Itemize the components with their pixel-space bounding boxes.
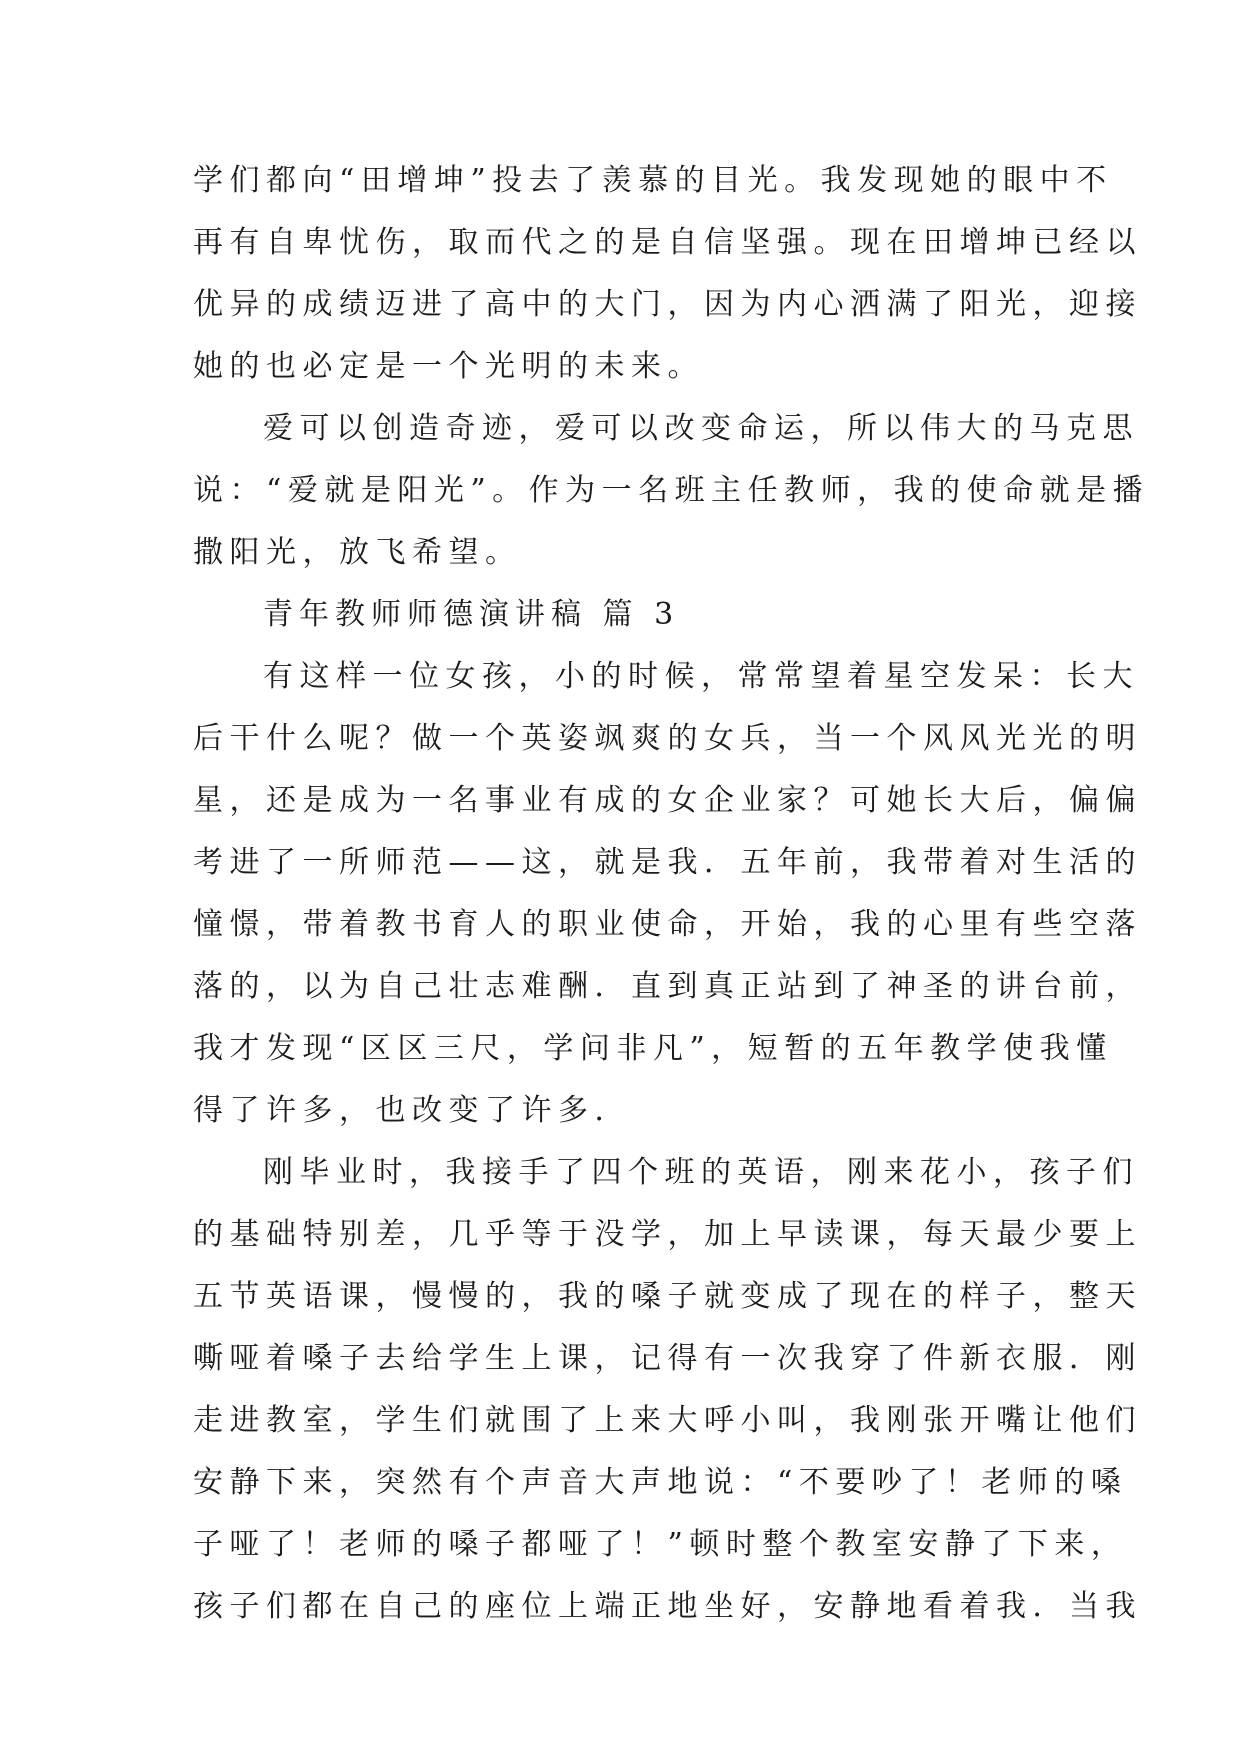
text-line: 学们都向“田增坤”投去了羡慕的目光。我发现她的眼中不: [193, 163, 1113, 198]
paragraph-first-line: 爱可以创造奇迹，爱可以改变命运，所以伟大的马克思: [263, 411, 1139, 446]
text-line: 安静下来，突然有个声音大声地说：“不要吵了！老师的嗓: [193, 1465, 1128, 1500]
text-line: 撒阳光，放飞希望。: [193, 535, 522, 570]
section-heading: 青年教师师德演讲稿 篇 3: [263, 597, 680, 632]
text-line: 考进了一所师范——这，就是我．五年前，我带着对生活的: [193, 845, 1142, 880]
text-line: 后干什么呢？做一个英姿飒爽的女兵，当一个风风光光的明: [193, 721, 1142, 756]
text-line: 再有自卑忧伤，取而代之的是自信坚强。现在田增坤已经以: [193, 225, 1142, 260]
text-line: 她的也必定是一个光明的未来。: [193, 349, 704, 384]
text-line: 子哑了！老师的嗓子都哑了！”顿时整个教室安静了下来，: [193, 1527, 1128, 1562]
paragraph-first-line: 有这样一位女孩，小的时候，常常望着星空发呆：长大: [263, 659, 1139, 694]
text-line: 五节英语课，慢慢的，我的嗓子就变成了现在的样子，整天: [193, 1279, 1142, 1314]
text-line: 得了许多，也改变了许多．: [193, 1093, 631, 1128]
text-line: 嘶哑着嗓子去给学生上课，记得有一次我穿了件新衣服．刚: [193, 1341, 1142, 1376]
text-line: 落的，以为自己壮志难酬．直到真正站到了神圣的讲台前，: [193, 969, 1142, 1004]
text-line: 星，还是成为一名事业有成的女企业家？可她长大后，偏偏: [193, 783, 1142, 818]
text-line: 说：“爱就是阳光”。作为一名班主任教师，我的使命就是播: [193, 473, 1150, 508]
paragraph-first-line: 刚毕业时，我接手了四个班的英语，刚来花小，孩子们: [263, 1155, 1139, 1190]
text-line: 优异的成绩迈进了高中的大门，因为内心洒满了阳光，迎接: [193, 287, 1142, 322]
text-line: 憧憬，带着教书育人的职业使命，开始，我的心里有些空落: [193, 907, 1142, 942]
text-line: 的基础特别差，几乎等于没学，加上早读课，每天最少要上: [193, 1217, 1142, 1252]
text-line: 我才发现“区区三尺，学问非凡”，短暂的五年教学使我懂: [193, 1031, 1113, 1066]
text-line: 走进教室，学生们就围了上来大呼小叫，我刚张开嘴让他们: [193, 1403, 1142, 1438]
document-body: [193, 150, 1150, 1638]
text-line: 孩子们都在自己的座位上端正地坐好，安静地看着我．当我: [193, 1589, 1142, 1624]
